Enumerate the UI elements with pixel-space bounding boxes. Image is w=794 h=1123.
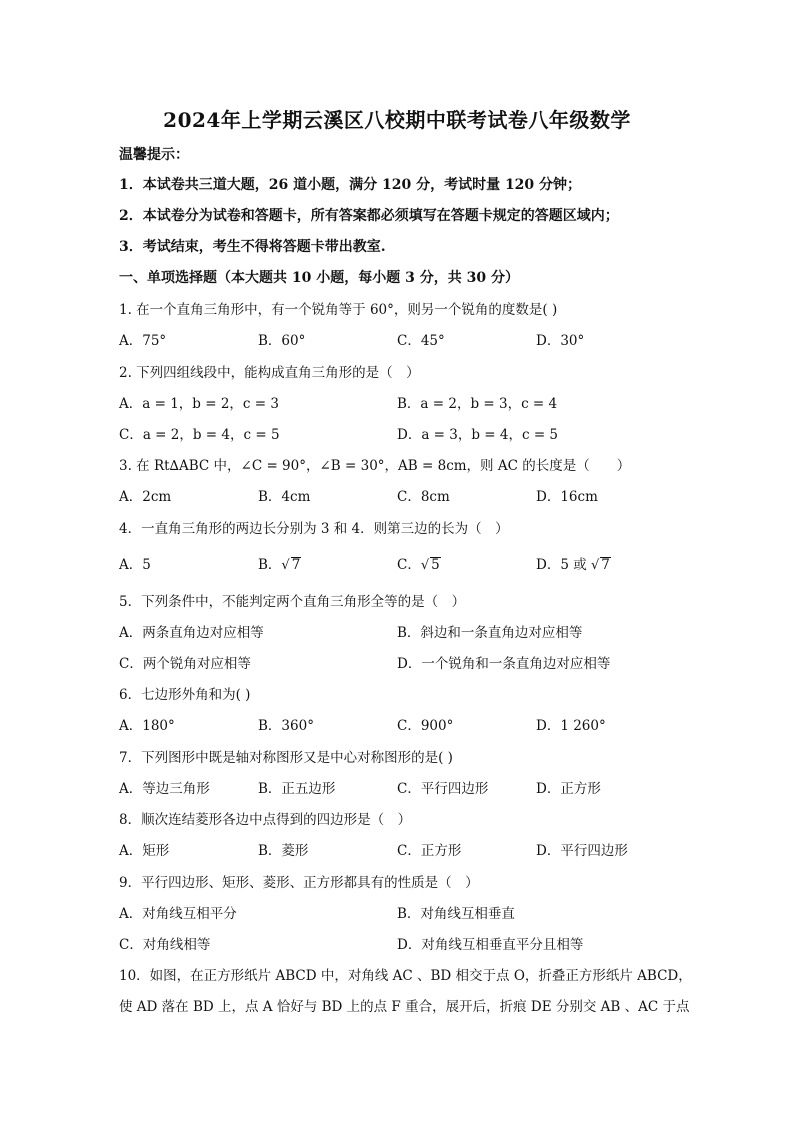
- question-6-option-a: A．180°: [119, 718, 175, 734]
- question-8-option-c: C．正方形: [397, 843, 462, 859]
- question-9-option-a: A．对角线互相平分: [119, 906, 237, 922]
- option-label: C．: [397, 557, 421, 573]
- question-7-option-c: C．平行四边形: [397, 781, 489, 797]
- sqrt-sign-icon: √: [591, 558, 600, 573]
- question-7-stem: 7．下列图形中既是轴对称图形又是中心对称图形的是( ): [119, 750, 453, 766]
- question-3-option-a: A．2cm: [119, 489, 172, 505]
- question-4-stem: 4．一直角三角形的两边长分别为 3 和 4．则第三边的长为（ ）: [119, 521, 509, 537]
- sqrt-sign-icon: √: [281, 558, 290, 573]
- question-7-option-d: D．正方形: [536, 781, 601, 797]
- question-2-stem: 2. 下列四组线段中，能构成直角三角形的是（ ）: [119, 365, 420, 381]
- question-5-option-c: C．两个锐角对应相等: [119, 656, 251, 672]
- question-7-option-b: B．正五边形: [258, 781, 336, 797]
- radicand: 7: [601, 557, 610, 573]
- question-5-stem: 5．下列条件中，不能判定两个直角三角形全等的是（ ）: [119, 594, 466, 610]
- tips-heading: 温馨提示：: [119, 147, 189, 163]
- question-4-option-b: [258, 556, 301, 575]
- question-7-option-a: A．等边三角形: [119, 781, 210, 797]
- question-4-option-c: [397, 556, 441, 575]
- section-heading: 一、单项选择题（本大题共 10 小题，每小题 3 分，共 30 分）: [119, 270, 519, 286]
- question-1-option-c: C．45°: [397, 333, 445, 349]
- question-8-stem: 8．顺次连结菱形各边中点得到的四边形是（ ）: [119, 812, 412, 828]
- question-2-option-c: C．a = 2，b = 4，c = 5: [119, 427, 280, 443]
- question-5-option-d: D．一个锐角和一条直角边对应相等: [397, 656, 611, 672]
- question-6-option-b: B．360°: [258, 718, 314, 734]
- question-2-option-a: A．a = 1，b = 2，c = 3: [119, 396, 279, 412]
- tip-item-1: 1．本试卷共三道大题，26 道小题，满分 120 分，考试时量 120 分钟；: [119, 177, 582, 193]
- question-1-stem: 1. 在一个直角三角形中，有一个锐角等于 60°，则另一个锐角的度数是( ): [119, 302, 558, 318]
- question-10-stem-continued: 使 AD 落在 BD 上，点 A 恰好与 BD 上的点 F 重合，展开后，折痕 DE 分别交 AB 、AC 于点: [119, 999, 690, 1015]
- option-label: B．: [258, 557, 282, 573]
- tip-item-2: 2．本试卷分为试卷和答题卡，所有答案都必须填写在答题卡规定的答题区域内；: [119, 208, 619, 224]
- question-3-stem: 3. 在 Rt∆ABC 中，∠C = 90°，∠B = 30°，AB = 8cm，则 AC 的长度是（ ）: [119, 458, 631, 474]
- question-4-option-d: [536, 556, 611, 575]
- question-6-stem: 6．七边形外角和为( ): [119, 687, 251, 703]
- question-9-option-b: B．对角线互相垂直: [397, 906, 515, 922]
- question-6-option-c: C．900°: [397, 718, 454, 734]
- option-label: D．5 或: [536, 557, 591, 573]
- question-8-option-a: A．矩形: [119, 843, 170, 859]
- question-4-option-a: A．5: [119, 557, 151, 573]
- question-3-option-c: C．8cm: [397, 489, 450, 505]
- question-1-option-b: B．60°: [258, 333, 306, 349]
- radicand: 5: [431, 557, 440, 573]
- question-5-option-a: A．两条直角边对应相等: [119, 625, 264, 641]
- question-8-option-b: B．菱形: [258, 843, 309, 859]
- question-6-option-d: D．1 260°: [536, 718, 606, 734]
- question-2-option-b: B．a = 2，b = 3，c = 4: [397, 396, 558, 412]
- exam-title: 2024年上学期云溪区八校期中联考试卷八年级数学: [163, 108, 631, 132]
- question-3-option-d: D．16cm: [536, 489, 598, 505]
- question-9-option-c: C．对角线相等: [119, 937, 211, 953]
- question-9-option-d: D．对角线互相垂直平分且相等: [397, 937, 584, 953]
- question-1-option-d: D．30°: [536, 333, 585, 349]
- radicand: 7: [291, 557, 301, 573]
- question-10-stem: 10．如图，在正方形纸片 ABCD 中，对角线 AC 、BD 相交于点 O，折叠正方形纸片 ABCD，: [119, 968, 692, 984]
- question-2-option-d: D．a = 3，b = 4，c = 5: [397, 427, 559, 443]
- tip-item-3: 3．考试结束，考生不得将答题卡带出教室.: [119, 239, 386, 255]
- question-1-option-a: A．75°: [119, 333, 167, 349]
- question-9-stem: 9．平行四边形、矩形、菱形、正方形都具有的性质是（ ）: [119, 875, 479, 891]
- question-8-option-d: D．平行四边形: [536, 843, 628, 859]
- question-5-option-b: B．斜边和一条直角边对应相等: [397, 625, 583, 641]
- sqrt-sign-icon: √: [420, 558, 430, 573]
- question-3-option-b: B．4cm: [258, 489, 311, 505]
